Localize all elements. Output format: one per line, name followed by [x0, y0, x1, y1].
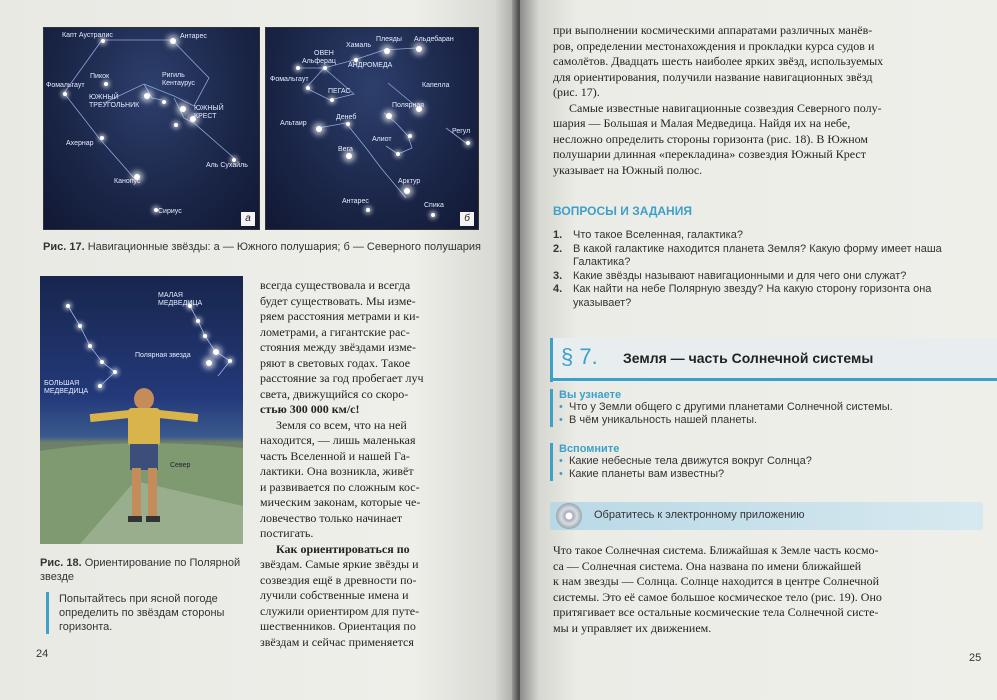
star-label: Альдебаран: [414, 36, 454, 43]
learn-item: • Что у Земли общего с другими планетами Солнечной системы.: [559, 401, 893, 413]
right-top-text: [553, 23, 985, 178]
star-label: Ахернар: [66, 140, 94, 147]
learn-item-text: Что у Земли общего с другими планетами Солнечной системы.: [569, 401, 893, 413]
star-label: Регул: [452, 128, 471, 135]
text-line: лактики. Она возникла, живёт: [260, 464, 414, 478]
text-line: созвездия ещё в древности по-: [260, 572, 417, 587]
text-line: стояния между звёздами изме-: [260, 340, 416, 354]
text-line: (рис. 17).: [553, 85, 600, 99]
right-page: [520, 0, 997, 700]
question-item: [553, 283, 983, 310]
panel-tag: б: [460, 212, 474, 226]
text-line: часть Вселенной и нашей Га-: [260, 448, 410, 463]
figure-17-caption: [43, 240, 483, 254]
question-number: 1.: [553, 229, 563, 241]
text-line: полушарии длинная «перекладина» созвездия Южный Крест: [553, 147, 866, 161]
text-line: ряют в световых годах. Такое: [260, 355, 411, 370]
text-line: к нам звезды — Солнца. Солнце находится в центре Солнечной: [553, 574, 880, 588]
star-label: Фомальгаут: [270, 76, 309, 83]
recall-item-text: Какие небесные тела движутся вокруг Солнца?: [569, 455, 812, 467]
constellation-lines: [266, 28, 478, 229]
text-line: мическим законам, которые че-: [260, 495, 421, 509]
star-label: Сириус: [158, 208, 182, 215]
text-line: самолётов. Двадцать шесть наиболее ярких звёзд, используемых: [553, 54, 884, 68]
section-number: § 7.: [561, 344, 598, 369]
question-number: 4.: [553, 283, 563, 295]
figure-label: Рис. 18.: [40, 557, 82, 569]
boy-figure: [90, 388, 200, 528]
text-line: ров, определении местонахождения и прокладки курса судов и: [553, 38, 875, 53]
questions-heading: ВОПРОСЫ И ЗАДАНИЯ: [553, 204, 692, 218]
text-line: системы. Это её самое большое космическое тело (рис. 19). Оно: [553, 589, 882, 604]
learn-block: [550, 389, 997, 427]
text-line: Самые известные навигационные созвездия Северного полу-: [569, 100, 882, 115]
learn-item: • В чём уникальность нашей планеты.: [559, 414, 758, 426]
star-label: Полярная звезда: [135, 352, 191, 359]
text-line: шария — Большая и Малая Медведица. Найдя их на небе,: [553, 116, 851, 130]
constellation-label: ЮЖНЫЙ ТРЕУГОЛЬНИК: [89, 94, 140, 109]
question-text: Какие звёзды называют навигационными и для чего они служат?: [573, 269, 907, 282]
section-title: Земля — часть Солнечной системы: [623, 350, 874, 366]
recall-item: • Какие небесные тела движутся вокруг Солнца?: [559, 455, 812, 467]
text-line: всегда существовала и всегда: [260, 278, 411, 292]
star-label: Хамаль: [346, 42, 371, 49]
constellation-label: ЮЖНЫЙ КРЕСТ: [194, 105, 224, 120]
text-line: лометрами, а гигантские рас-: [260, 324, 410, 339]
question-text: В какой галактике находится планета Земля? Какую форму имеет наша Галактика?: [573, 242, 942, 268]
text-line: са — Солнечная система. Она названа по имени ближайшей: [553, 558, 862, 573]
e-app-text: Обратитесь к электронному приложению: [594, 509, 805, 521]
southern-sky-map: [43, 27, 260, 230]
star-label: Фомальгаут: [46, 82, 85, 89]
recall-item: • Какие планеты вам известны?: [559, 468, 725, 480]
text-line: будет существовать. Мы изме-: [260, 293, 416, 308]
star-label: Антарес: [342, 198, 369, 205]
text-line: шественников. Ориентация по: [260, 619, 416, 633]
text-line: расстояние за год пробегает луч: [260, 371, 424, 385]
constellation-label: ПЕГАС: [328, 88, 351, 95]
text-line: находится, — лишь маленькая: [260, 433, 416, 447]
question-item: [553, 243, 983, 270]
text-line: звёздам и сейчас применяется: [260, 634, 414, 649]
text-line: при выполнении космическими аппаратами различных манёв-: [553, 23, 873, 37]
star-label: Пикок: [90, 73, 110, 80]
question-number: 3.: [553, 269, 563, 282]
section-rule: [553, 378, 997, 381]
disc-icon: [556, 503, 582, 529]
practical-note-text: Попытайтесь при ясной погоде определить по звёздам стороны горизонта.: [59, 593, 225, 633]
e-app-banner: [550, 502, 983, 530]
text-line: лучили собственные имена и: [260, 588, 409, 602]
star-label: Альферац: [302, 58, 336, 65]
northern-sky-map: [265, 27, 479, 230]
text-line: притягивает все остальные космические тела Солнечной систе-: [553, 605, 879, 619]
section-header: [550, 338, 997, 382]
page-number: 24: [36, 648, 49, 660]
recall-block: [550, 443, 997, 481]
text-line: Земля со всем, что на ней: [276, 417, 407, 432]
constellation-label: МАЛАЯ МЕДВЕДИЦА: [158, 292, 203, 307]
star-label: Антарес: [180, 33, 207, 40]
star-label: Денеб: [336, 114, 357, 121]
text-line: служили ориентиром для путе-: [260, 603, 420, 618]
page-number: 25: [969, 652, 982, 664]
polaris-orientation-illustration: [40, 276, 243, 544]
text-line: ряем расстояния метрами и ки-: [260, 309, 420, 323]
practical-note: [46, 592, 259, 634]
star-label: Алиот: [372, 136, 392, 143]
learn-item-text: В чём уникальность нашей планеты.: [569, 414, 758, 426]
questions-list: [553, 229, 983, 310]
star-label: Вега: [338, 146, 353, 153]
learn-title: Вы узнаете: [559, 389, 622, 401]
text-line: несложно определить стороны горизонта (рис. 18). В Южном: [553, 131, 868, 146]
star-label: Ригиль Кентаурус: [162, 72, 195, 87]
direction-label: Север: [170, 462, 191, 469]
text-line: звёздам. Самые яркие звёзды и: [260, 557, 419, 571]
text-line: света, движущийся со скоро-: [260, 386, 409, 401]
constellation-label: АНДРОМЕДА: [348, 62, 393, 69]
question-item: [553, 270, 983, 284]
constellation-label: ОВЕН: [314, 50, 334, 57]
question-text: Как найти на небе Полярную звезду? На какую сторону горизонта она указывает?: [573, 283, 932, 309]
star-label: Полярная: [392, 102, 425, 109]
figure-label: Рис. 17.: [43, 241, 85, 253]
figure-18-caption: [40, 556, 245, 584]
star-label: Капелла: [422, 82, 450, 89]
text-line: для ориентирования, получили название навигационных звёзд: [553, 69, 873, 84]
text-line: указывает на Южный полюс.: [553, 162, 703, 177]
panel-tag: а: [241, 212, 255, 226]
text-line: стью 300 000 км/с!: [260, 402, 360, 416]
text-line: постигать.: [260, 526, 314, 540]
star-label: Канопус: [114, 178, 141, 185]
left-body-text: [260, 278, 475, 650]
question-number: 2.: [553, 242, 563, 255]
star-label: Плеяды: [376, 36, 402, 43]
recall-item-text: Какие планеты вам известны?: [569, 468, 725, 480]
star-label: Капт Аустралис: [62, 32, 113, 39]
constellation-label: БОЛЬШАЯ МЕДВЕДИЦА: [44, 380, 89, 395]
star-label: Аль Сухайль: [206, 162, 248, 169]
right-bottom-text: [553, 543, 985, 636]
paragraph-heading: Как ориентироваться по: [276, 541, 410, 556]
question-item: [553, 229, 983, 243]
recall-title: Вспомните: [559, 443, 620, 455]
text-line: и развивается по сложным кос-: [260, 479, 420, 494]
text-line: ловечество только начинает: [260, 510, 403, 525]
star-label: Спика: [424, 202, 444, 209]
question-text: Что такое Вселенная, галактика?: [573, 229, 743, 241]
figure-caption-text: Навигационные звёзды: а — Южного полушария; б — Северного полушария: [87, 241, 482, 253]
figure-caption-text: Ориентирование по Полярной звезде: [40, 557, 241, 583]
text-line: Что такое Солнечная система. Ближайшая к Земле часть космо-: [553, 543, 879, 557]
star-label: Альтаир: [280, 120, 307, 127]
star-label: Арктур: [398, 178, 421, 185]
constellation-lines: [44, 28, 259, 229]
text-line: мы и управляет их движением.: [553, 620, 712, 635]
